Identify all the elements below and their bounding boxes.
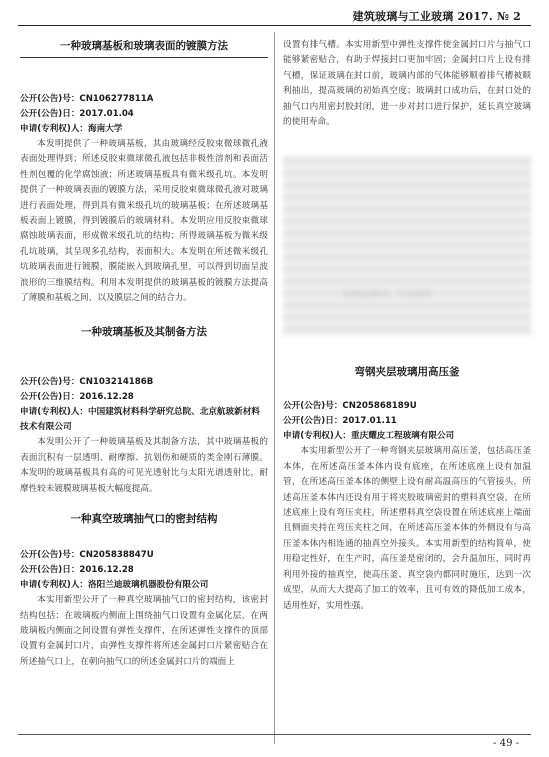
pub-no-value: CN205838847U [79,550,154,561]
pub-no-line [20,548,268,563]
applicant-value: 中国建筑材料科学研究总院、北京航玻新材料技术有限公司 [20,407,260,433]
patent-title: 弯钢夹层玻璃用高压釜 [354,366,460,379]
patent-title: 一种玻璃基板和玻璃表面的镀膜方法 [20,38,268,58]
pub-no-label: 公开(公告)号： [20,377,80,388]
obscured-region [283,156,531,336]
patent-entry-2 [20,324,268,497]
pub-date-line [283,414,531,429]
pub-no-label: 公开(公告)号： [20,550,80,561]
footer-rule [18,734,531,735]
applicant-label: 申请(专利权)人： [20,580,89,591]
pub-date-value: 2016.12.28 [79,392,134,403]
pub-date-value: 2016.12.28 [79,565,134,576]
running-header: 建筑玻璃与工业玻璃 2017. № 2 [352,10,521,23]
patent-entry-4 [283,364,531,613]
column-divider [274,32,275,744]
pub-date-line [20,107,268,122]
left-column [20,38,268,684]
patent-title: 一种玻璃基板及其制备方法 [81,326,207,339]
pub-no-line [283,399,531,414]
pub-no-value: CN103214186B [79,377,154,388]
pub-date-line [20,390,268,405]
applicant-line [283,429,531,444]
pub-date-line [20,563,268,578]
applicant-label: 申请(专利权)人： [20,407,89,418]
pub-no-line [20,375,268,390]
patent-title: 一种真空玻璃抽气口的密封结构 [70,513,218,526]
applicant-value: 海南大学 [88,124,123,134]
applicant-label: 申请(专利权)人： [283,431,352,442]
applicant-line [20,122,268,137]
right-column [283,38,531,628]
applicant-value: 重庆耀皮工程玻璃有限公司 [351,431,455,442]
obscured-fragment: 如图(2)移动，以及说明 [343,290,432,301]
applicant-line [20,405,268,435]
patent-abstract: 本发明公开了一种玻璃基板及其制备方法，其中玻璃基板的表面沉积有一层透明、耐摩擦、抗划伤和硬质的类金刚石薄膜。本发明的玻璃基板具有高的可见光透射比与太阳光谱透射比，耐摩性较未镀膜玻璃基板大幅度提高。 [20,437,268,494]
pub-date-label: 公开(公告)日： [20,109,80,119]
applicant-label: 申请(专利权)人： [20,124,89,134]
pub-date-value: 2017.01.04 [79,109,134,119]
applicant-value: 洛阳兰迪玻璃机器股份有限公司 [88,580,209,591]
pub-no-line [20,92,268,107]
patent-abstract: 本实用新型公开了一种弯钢夹层玻璃用高压釜，包括高压釜本体，在所述高压釜本体内设有底座，在所述底座上设有加温管，在所述高压釜本体的侧壁上设有耐高温高压的气管接头，所述高压釜本体内还设有用于将夹胶玻璃密封的塑料真空袋，在所述底座上设有弯压夹柱，所述塑料真空袋设置在所述底座上端面且侧面夹持在弯压夹柱之间，在所述高压釜本体的外侧设有与高压釜本体内相连通的抽真空外接头。本实用新型的结构简单，使用稳定性好，在生产时，高压釜是密闭的，会升温加压，同时再利用外接的抽真空，使高压釜、真空袋内都同时施压，达到一次成型，从而大大提高了加工的效率，且可有效的降低加工成本，适用性好，实用性强。 [283,446,531,611]
pub-date-label: 公开(公告)日： [20,565,80,576]
pub-no-value: CN106277811A [79,94,154,104]
pub-date-value: 2017.01.11 [342,416,397,427]
pub-date-label: 公开(公告)日： [20,392,80,403]
page-number: - 49 - [493,738,519,749]
pub-date-label: 公开(公告)日： [283,416,343,427]
patent-entry-1 [20,38,268,306]
patent-abstract: 本发明提供了一种玻璃基板，其由玻璃经反胶束微球微孔液表面处理得到；所述反胶束微球微孔液包括非极性溶剂和表面活性剂包覆的化学腐蚀液；所述玻璃基板具有微米级孔坑。本发明提供了一种玻璃表面的镀膜方法，采用反胶束微球微孔液对玻璃进行表面处理，得到具有微米级孔坑的玻璃基板；在所述玻璃基板表面上镀膜，得到镀膜后的玻璃材料。本发明应用反胶束微球腐蚀玻璃表面，形成微米级孔坑的结构；所得玻璃基板为微米级孔坑玻璃，其呈现多孔结构，表面积大。本发明在所述微米级孔坑玻璃表面进行镀膜，膜能嵌入到玻璃孔里，可以得到切面呈波浪形的三维膜结构。利用本发明提供的玻璃基板的镀膜方法提高了薄膜和基板之间，以及膜层之间的结合力。 [20,139,268,304]
patent-abstract-continued: 设置有排气槽。本实用新型中弹性支撑件使金属封口片与抽气口能够紧密贴合，有助于焊接封口更加牢固；金属封口片上设有排气槽，保证玻璃在封口前，玻璃内部的气体能够顺着排气槽被顺利抽出，提高玻璃的初始真空度；玻璃封口成功后，在封口处的抽气口内用密封胶封闭，进一步对封口进行保护，延长真空玻璃的使用寿命。 [283,40,531,128]
patent-abstract-part1: 本实用新型公开了一种真空玻璃抽气口的密封结构，该密封结构包括：在玻璃板内侧面上围绕抽气口设置有金属化层，在两玻璃板内侧面之间设置有弹性支撑件，在所述弹性支撑件的顶部设置有金属封口片，由弹性支撑件将所述金属封口片紧密贴合在所述抽气口上，在朝向抽气口的所述金属封口片的端面上 [20,595,268,667]
applicant-line [20,578,268,593]
header-rule [18,25,531,26]
patent-entry-3 [20,511,268,670]
pub-no-label: 公开(公告)号： [20,94,80,104]
pub-no-value: CN205868189U [342,401,417,412]
pub-no-label: 公开(公告)号： [283,401,343,412]
